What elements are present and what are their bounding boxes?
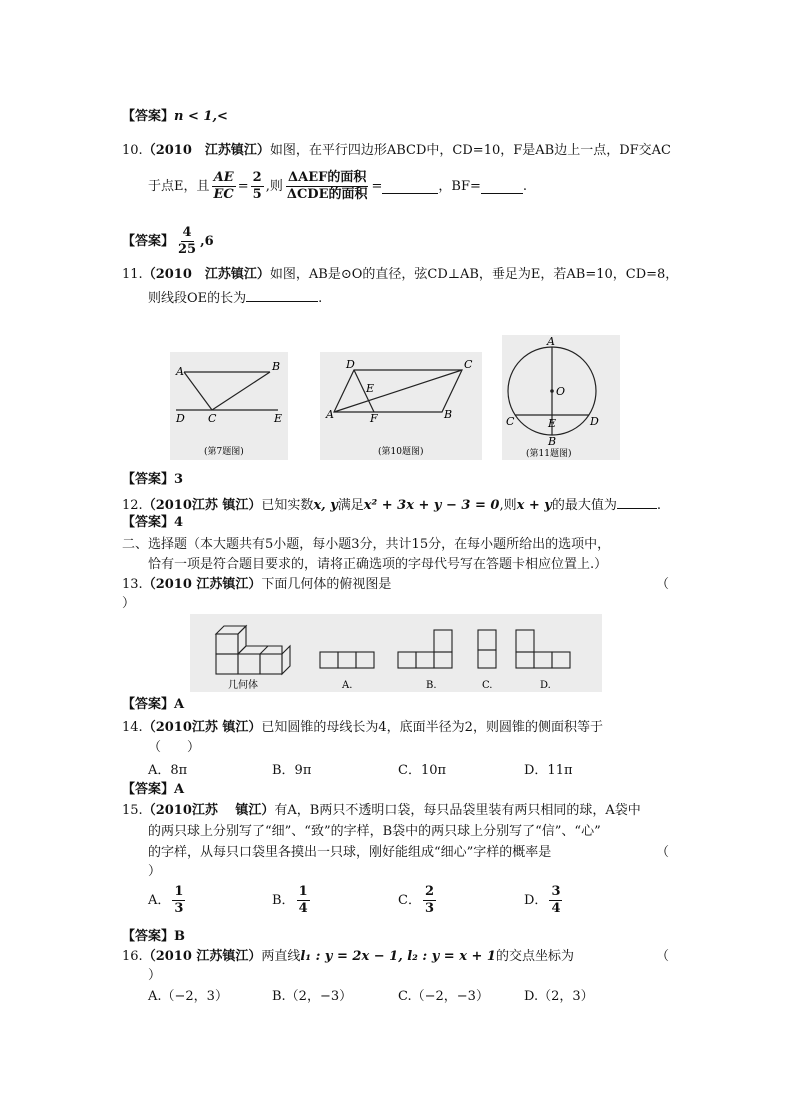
- q14-paren: （ ）: [148, 740, 201, 755]
- q12-then: ,则: [499, 498, 517, 513]
- fig11-caption: (第11题图): [526, 449, 572, 459]
- q13-number: 13.: [122, 577, 143, 592]
- answer-label: 【答案】: [122, 472, 175, 487]
- q13-paren-open: （: [656, 577, 670, 592]
- q13-answer: A: [174, 697, 185, 712]
- fig13-option-d: [516, 630, 570, 668]
- q15-option-c-num: 2: [424, 884, 434, 899]
- fig13-label-b: B.: [426, 680, 437, 691]
- q15-option-d-den: 4: [551, 901, 561, 916]
- q10-frac2-den: 5: [252, 187, 262, 202]
- q14-number: 14.: [122, 720, 143, 735]
- q15-source: （2010江苏 镇江）: [142, 803, 275, 818]
- fig13-option-b: [398, 630, 452, 668]
- figure-13-drawing: [190, 614, 602, 692]
- q13-line: [122, 576, 391, 594]
- q10-source: （2010 江苏镇江）: [142, 143, 270, 158]
- q13-paren-close: ）: [122, 596, 136, 611]
- q10-answer-line: [122, 225, 214, 258]
- q10-end: .: [522, 178, 527, 194]
- q10-eq2: =: [371, 178, 383, 194]
- fig10-label-f: F: [370, 412, 378, 425]
- q16-option-a: A.（−2，3）: [148, 989, 228, 1004]
- answer-label: 【答案】: [122, 515, 175, 530]
- fig11-label-b: B: [548, 435, 557, 448]
- q13-source: （2010 江苏镇江）: [142, 577, 262, 592]
- q15-option-b-frac: [297, 884, 310, 917]
- figure-11-drawing: [502, 335, 620, 460]
- q11-text: 如图，AB是⊙O的直径，弦CD⊥AB，垂足为E，若AB=10，CD=8，: [269, 267, 679, 282]
- fig11-label-a: A: [547, 335, 555, 348]
- fig13-label-solid: 几何体: [228, 680, 258, 691]
- fig10-label-c: C: [464, 358, 473, 371]
- q10-frac2-num: 2: [252, 170, 262, 185]
- q10-text2a: 于点E，且: [148, 178, 210, 194]
- q10-eq: =: [237, 178, 249, 194]
- q14-line: [122, 719, 603, 737]
- q10-line1: [122, 142, 671, 160]
- q10-frac-area: [285, 170, 370, 203]
- q12-blank[interactable]: [617, 494, 657, 509]
- fig13-solid: [216, 626, 290, 674]
- q15-answer: B: [174, 929, 186, 944]
- answer-label: 【答案】: [122, 697, 175, 712]
- q16-source: （2010 江苏镇江）: [142, 949, 262, 964]
- fig7-line-bc: [212, 372, 270, 410]
- q15-text1: 有A，B两只不透明口袋，每只品袋里装有两只相同的球，A袋中: [274, 803, 641, 818]
- q10-frac1-num: AE: [213, 170, 234, 185]
- q16-lines: l₁ : y = 2x − 1, l₂ : y = x + 1: [300, 949, 496, 964]
- fig7-label-a: A: [176, 365, 184, 378]
- q16-paren-open: （: [656, 949, 670, 964]
- q16-number: 16.: [122, 949, 143, 964]
- q13-answer-line: [122, 696, 184, 714]
- q15-option-b: [272, 884, 312, 917]
- figure-10-drawing: [320, 352, 482, 460]
- fig10-label-a: A: [326, 408, 334, 421]
- q15-line3: 的字样，从每只口袋里各摸出一只球，刚好能组成“细心”字样的概率是: [148, 845, 552, 860]
- q15-option-c: [398, 884, 438, 917]
- q11-line1: [122, 266, 678, 284]
- q11-answer-line: [122, 471, 183, 489]
- fig7-label-b: B: [272, 360, 281, 373]
- fig7-label-c: C: [208, 412, 217, 425]
- q10-then: ,则: [265, 178, 283, 194]
- q16-option-b: B.（2，−3）: [272, 989, 353, 1004]
- q15-option-c-frac: [423, 884, 436, 917]
- fig13-label-a: A.: [342, 680, 353, 691]
- q10-text: 如图，在平行四边形ABCD中，CD=10，F是AB边上一点，DF交AC: [269, 143, 671, 158]
- figure-10: [320, 352, 482, 460]
- q14-answer-line: [122, 781, 184, 799]
- fig10-caption: (第10题图): [378, 447, 424, 457]
- fig13-label-d: D.: [540, 680, 551, 691]
- figure-7: [170, 352, 288, 460]
- q12-number: 12.: [122, 498, 143, 513]
- q13-text: 下面几何体的俯视图是: [261, 577, 392, 592]
- q10-frac3-num: ΔAEF的面积: [288, 170, 367, 185]
- q15-answer-line: [122, 928, 185, 946]
- q15-number: 15.: [122, 803, 143, 818]
- q11-source: （2010 江苏镇江）: [142, 267, 270, 282]
- q15-option-d-frac: [549, 884, 562, 917]
- q14-option-b: B．9π: [272, 763, 312, 778]
- q10-answer-den: 25: [178, 242, 197, 257]
- q11-line2: [148, 287, 322, 308]
- q14-text: 已知圆锥的母线长为4，底面半径为2，则圆锥的侧面积等于: [261, 720, 603, 735]
- fig10-label-e: E: [366, 382, 375, 395]
- q12-tail: 的最大值为: [551, 498, 617, 513]
- q10-line2: [148, 170, 527, 203]
- q10-bf: ，BF=: [438, 178, 481, 194]
- q15-paren-open: （: [656, 845, 670, 860]
- q10-blank-ratio[interactable]: [382, 179, 438, 194]
- fig7-label-d: D: [176, 412, 185, 425]
- q9-answer: n < 1,<: [174, 109, 228, 124]
- q16-text: 两直线: [261, 949, 301, 964]
- fig10-diagonal-ac: [334, 370, 462, 412]
- q15-option-a-label: A．: [148, 892, 171, 908]
- fig7-label-e: E: [274, 412, 283, 425]
- q15-option-b-num: 1: [298, 884, 308, 899]
- fig7-caption: (第7题图): [204, 447, 244, 457]
- q15-option-a-frac: [172, 884, 185, 917]
- q12-text: 已知实数: [261, 498, 314, 513]
- answer-label: 【答案】: [122, 929, 175, 944]
- q12-source: （2010江苏 镇江）: [142, 498, 262, 513]
- q11-answer: 3: [174, 472, 184, 487]
- q14-option-a: A．8π: [148, 763, 188, 778]
- q11-blank[interactable]: [246, 287, 318, 302]
- answer-label: 【答案】: [122, 109, 175, 124]
- q15-paren-close: ）: [148, 864, 162, 879]
- q15-option-c-label: C．: [398, 892, 421, 908]
- figure-11: [502, 335, 620, 460]
- q10-frac-ae-ec: [212, 170, 236, 203]
- q15-option-d-num: 3: [551, 884, 561, 899]
- q14-answer: A: [174, 782, 185, 797]
- section2-line1: 二、选择题（本大题共有5小题，每小题3分，共计15分，在每小题所给出的选项中，: [122, 537, 611, 552]
- q11-number: 11.: [122, 267, 143, 282]
- q14-option-c: C．10π: [398, 763, 447, 778]
- fig11-label-d: D: [590, 415, 599, 428]
- q11-text2: 则线段OE的长为: [148, 291, 247, 306]
- q15-option-a: [148, 884, 187, 917]
- fig10-label-b: B: [444, 408, 453, 421]
- q15-option-d: [524, 884, 564, 917]
- fig13-option-a: [320, 652, 374, 668]
- q9-answer-line: [122, 108, 228, 126]
- q10-answer-rest: ,6: [200, 233, 214, 249]
- section2-line2: 恰有一项是符合题目要求的，请将正确选项的字母代号写在答题卡相应位置上.）: [148, 557, 608, 572]
- q16-option-d: D.（2，3）: [524, 989, 594, 1004]
- q12-line: [122, 494, 661, 515]
- q12-expr: x + y: [516, 498, 552, 513]
- q16-option-c: C.（−2，−3）: [398, 989, 489, 1004]
- q10-frac1-den: EC: [213, 187, 234, 202]
- q16-tail: 的交点坐标为: [495, 949, 574, 964]
- q15-line2: 的两只球上分别写了“细”、“致”的字样，B袋中的两只球上分别写了“信”、“心”: [148, 824, 601, 839]
- q10-blank-bf[interactable]: [481, 179, 523, 194]
- figure-13: [190, 614, 602, 692]
- q15-option-a-den: 3: [174, 901, 184, 916]
- fig13-label-c: C.: [482, 680, 493, 691]
- q14-source: （2010江苏 镇江）: [142, 720, 262, 735]
- answer-label: 【答案】: [122, 233, 175, 249]
- fig11-label-o: O: [556, 385, 566, 398]
- q12-answer-line: [122, 514, 183, 532]
- q15-line1: [122, 802, 641, 820]
- q10-answer-num: 4: [182, 225, 192, 240]
- q12-equation: x² + 3x + y − 3 = 0: [363, 498, 500, 513]
- q15-option-b-den: 4: [298, 901, 308, 916]
- q10-frac-2-5: [251, 170, 264, 203]
- figure-7-drawing: [170, 352, 288, 460]
- fig11-label-e: E: [548, 417, 557, 430]
- q10-answer-frac: [176, 225, 198, 258]
- q16-paren-close: ）: [148, 968, 162, 983]
- q12-satisfy: 满足: [337, 498, 364, 513]
- q12-end: .: [656, 498, 662, 513]
- q12-answer: 4: [174, 515, 184, 530]
- q10-frac3-den: ΔCDE的面积: [286, 187, 368, 202]
- q15-option-b-label: B．: [272, 892, 295, 908]
- q15-option-a-num: 1: [174, 884, 184, 899]
- q11-end: .: [318, 291, 323, 306]
- fig7-line-ac: [184, 372, 212, 410]
- fig13-option-c: [478, 630, 496, 668]
- q16-line: [122, 948, 574, 966]
- q14-option-d: D．11π: [524, 763, 573, 778]
- answer-label: 【答案】: [122, 782, 175, 797]
- fig10-label-d: D: [346, 358, 355, 371]
- fig11-center-point: [550, 389, 554, 393]
- q12-vars: x, y: [313, 498, 338, 513]
- fig11-label-c: C: [506, 415, 515, 428]
- q15-option-d-label: D．: [524, 892, 548, 908]
- q15-option-c-den: 3: [424, 901, 434, 916]
- q10-number: 10.: [122, 143, 143, 158]
